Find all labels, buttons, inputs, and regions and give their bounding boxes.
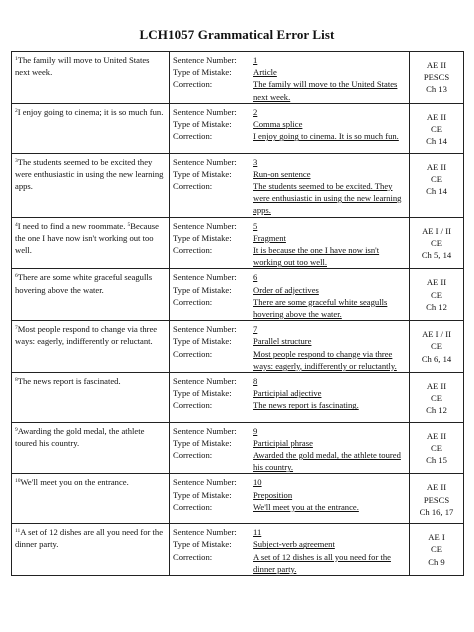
mistake-type-value: Participial phrase: [253, 437, 313, 448]
reference-line: Ch 13: [426, 84, 447, 95]
mistake-type-label: Type of Mistake:: [173, 336, 232, 347]
table-row: [12, 474, 464, 524]
reference-cell: [410, 372, 464, 422]
reference-cell: [410, 524, 464, 576]
mistake-type-label: Type of Mistake:: [173, 284, 232, 295]
correction-value: A set of 12 dishes is all you need for the dinner party.: [253, 551, 391, 574]
mistake-type-value: Subject-verb agreement: [253, 539, 335, 550]
reference-line: AE I: [428, 532, 445, 543]
detail-grid: [173, 54, 406, 103]
mistake-type-label: Type of Mistake:: [173, 437, 232, 448]
reference-line: AE II: [426, 380, 447, 391]
detail-grid: [173, 156, 406, 217]
sentence-number-superscript: 11: [15, 528, 21, 535]
sentence-number-superscript: 3: [15, 157, 18, 164]
reference-cell: [410, 103, 464, 153]
mistake-type-label: Type of Mistake:: [173, 67, 232, 78]
sentence-number-value: 3: [253, 156, 258, 167]
reference-line: CE: [431, 173, 442, 184]
table-row: [12, 52, 464, 104]
table-row: [12, 217, 464, 269]
original-sentence-cell: [12, 372, 170, 422]
mistake-type-value: Order of adjectives: [253, 284, 319, 295]
sentence-number-value: 11: [253, 527, 262, 538]
correction-value: The family will move to the United States next week.: [253, 79, 398, 102]
original-sentence-cell: [12, 321, 170, 373]
mistake-type-label: Type of Mistake:: [173, 539, 232, 550]
reference-line: Ch 15: [426, 455, 447, 466]
reference-line: PESCS: [423, 494, 450, 505]
reference-line: Ch 12: [426, 405, 447, 416]
sentence-number-label: Sentence Number:: [173, 425, 237, 436]
sentence-number-value: 10: [253, 477, 262, 488]
reference-line: Ch 9: [428, 556, 445, 567]
correction-label: Correction:: [173, 244, 213, 255]
reference-line: Ch 6, 14: [421, 353, 452, 364]
sentence-number-superscript: 2: [15, 107, 18, 114]
sentence-number-superscript: 10: [15, 478, 21, 485]
reference-cell: [410, 422, 464, 474]
mistake-type-label: Type of Mistake:: [173, 232, 232, 243]
reference-cell: [410, 217, 464, 269]
table-row: [12, 103, 464, 153]
mistake-type-label: Type of Mistake:: [173, 388, 232, 399]
sentence-number-label: Sentence Number:: [173, 375, 237, 386]
reference-cell: [410, 474, 464, 524]
sentence-number-label: Sentence Number:: [173, 324, 237, 335]
reference-line: CE: [431, 289, 442, 300]
detail-grid: [173, 425, 406, 474]
detail-grid: [173, 220, 406, 269]
reference-line: Ch 5, 14: [421, 249, 452, 260]
original-sentence-cell: [12, 153, 170, 217]
correction-value: The news report is fascinating.: [253, 400, 359, 411]
correction-value: Most people respond to change via three ways: eagerly, indifferently or reluctantly.: [253, 348, 397, 371]
error-detail-cell: [170, 153, 410, 217]
table-row: [12, 321, 464, 373]
sentence-number-label: Sentence Number:: [173, 477, 237, 488]
sentence-number-superscript: 4: [15, 221, 18, 228]
sentence-text: Most people respond to change via three ways: eagerly, indifferently or reluctant.: [15, 324, 158, 347]
reference-line: CE: [431, 393, 442, 404]
error-detail-cell: [170, 103, 410, 153]
original-sentence-cell: [12, 269, 170, 321]
error-detail-cell: [170, 52, 410, 104]
sentence-text: We'll meet you on the entrance.: [20, 477, 129, 488]
correction-value: I enjoy going to cinema. It is so much fun.: [253, 131, 399, 142]
correction-value: Awarded the gold medal, the athlete toured his country.: [253, 450, 401, 473]
mistake-type-value: Comma splice: [253, 119, 303, 130]
error-detail-cell: [170, 217, 410, 269]
sentence-number-superscript: 1: [15, 56, 18, 62]
reference-line: CE: [431, 544, 442, 555]
sentence-text: I need to find a new roommate.: [17, 220, 128, 231]
reference-cell: [410, 269, 464, 321]
error-detail-cell: [170, 372, 410, 422]
sentence-number-value: 1: [253, 55, 258, 65]
detail-grid: [173, 271, 406, 320]
correction-label: Correction:: [173, 79, 213, 90]
mistake-type-value: Article: [253, 67, 277, 78]
correction-label: Correction:: [173, 131, 213, 142]
sentence-text: There are some white graceful seagulls hovering above the water.: [15, 272, 153, 295]
sentence-number-superscript: 7: [15, 325, 18, 332]
mistake-type-label: Type of Mistake:: [173, 119, 232, 130]
error-detail-cell: [170, 422, 410, 474]
sentence-number-value: 5: [253, 220, 258, 231]
reference-line: Ch 14: [426, 185, 447, 196]
sentence-number-superscript: 5: [127, 221, 131, 228]
mistake-type-label: Type of Mistake:: [173, 489, 232, 500]
original-sentence-cell: [12, 524, 170, 576]
table-row: [12, 524, 464, 576]
correction-value: We'll meet you at the entrance.: [253, 501, 359, 512]
error-detail-cell: [170, 474, 410, 524]
table-row: [12, 422, 464, 474]
reference-line: Ch 14: [426, 136, 447, 147]
sentence-number-value: 9: [253, 425, 258, 436]
error-detail-cell: [170, 269, 410, 321]
table-body: [12, 52, 464, 576]
original-sentence-cell: [12, 474, 170, 524]
sentence-number-value: 2: [253, 106, 258, 117]
correction-label: Correction:: [173, 450, 213, 461]
reference-line: PESCS: [423, 72, 450, 83]
sentence-text: The students seemed to be excited they were enthusiastic in using the new learning apps.: [15, 156, 164, 191]
reference-line: Ch 16, 17: [419, 506, 454, 517]
mistake-type-value: Fragment: [253, 232, 286, 243]
error-table: [11, 51, 464, 576]
reference-cell: [410, 153, 464, 217]
sentence-text: The family will move to United States next week.: [15, 55, 150, 78]
reference-line: AE II: [426, 60, 447, 70]
detail-grid: [173, 323, 406, 372]
reference-line: CE: [431, 341, 442, 352]
mistake-type-value: Run-on sentence: [253, 168, 311, 179]
reference-line: AE II: [426, 430, 447, 441]
sentence-text: I enjoy going to cinema; it is so much fun.: [17, 106, 164, 117]
correction-value: There are some graceful white seagulls hovering above the water.: [253, 296, 388, 319]
reference-cell: [410, 52, 464, 104]
correction-value: It is because the one I have now isn't working out too well.: [253, 244, 380, 268]
reference-line: AE II: [426, 161, 447, 172]
sentence-number-label: Sentence Number:: [173, 55, 237, 65]
correction-label: Correction:: [173, 551, 213, 562]
reference-line: AE II: [426, 111, 447, 122]
original-sentence-cell: [12, 52, 170, 104]
mistake-type-value: Participial adjective: [253, 388, 322, 399]
reference-line: CE: [431, 124, 442, 135]
reference-line: AE II: [426, 482, 447, 493]
reference-line: AE II: [426, 277, 447, 288]
reference-cell: [410, 321, 464, 373]
reference-line: Ch 12: [426, 301, 447, 312]
page-title: LCH1057 Grammatical Error List: [139, 27, 335, 42]
correction-label: Correction:: [173, 400, 213, 411]
sentence-number-label: Sentence Number:: [173, 156, 237, 167]
sentence-text: A set of 12 dishes are all you need for the dinner party.: [15, 527, 164, 550]
mistake-type-value: Parallel structure: [253, 336, 312, 347]
reference-line: AE I / II: [422, 329, 451, 340]
sentence-text: Awarding the gold medal, the athlete toured his country.: [15, 425, 145, 448]
sentence-text: Because the one I have now isn't working out too well.: [15, 220, 159, 255]
original-sentence-cell: [12, 422, 170, 474]
sentence-number-label: Sentence Number:: [173, 106, 237, 117]
detail-grid: [173, 375, 406, 412]
sentence-number-label: Sentence Number:: [173, 220, 237, 231]
sentence-number-value: 8: [253, 375, 258, 386]
sentence-number-superscript: 8: [15, 376, 18, 383]
mistake-type-value: Preposition: [253, 489, 293, 500]
sentence-number-label: Sentence Number:: [173, 527, 237, 538]
reference-line: CE: [431, 442, 442, 453]
error-detail-cell: [170, 524, 410, 576]
sentence-number-value: 7: [253, 324, 258, 335]
error-detail-cell: [170, 321, 410, 373]
mistake-type-label: Type of Mistake:: [173, 168, 232, 179]
sentence-number-value: 6: [253, 272, 258, 283]
sentence-number-superscript: 9: [15, 426, 18, 433]
reference-line: AE I / II: [422, 225, 451, 236]
original-sentence-cell: [12, 217, 170, 269]
detail-grid: [173, 106, 406, 143]
correction-value: The students seemed to be excited. They were enthusiastic in using the new learning apps.: [253, 180, 402, 216]
detail-grid: [173, 526, 406, 575]
reference-line: CE: [431, 237, 442, 248]
correction-label: Correction:: [173, 348, 213, 359]
sentence-number-superscript: 6: [15, 273, 18, 280]
table-row: [12, 269, 464, 321]
original-sentence-cell: [12, 103, 170, 153]
detail-grid: [173, 476, 406, 513]
table-row: [12, 153, 464, 217]
table-row: [12, 372, 464, 422]
correction-label: Correction:: [173, 501, 213, 512]
sentence-text: The news report is fascinated.: [17, 375, 121, 386]
sentence-number-label: Sentence Number:: [173, 272, 237, 283]
correction-label: Correction:: [173, 296, 213, 307]
correction-label: Correction:: [173, 180, 213, 191]
